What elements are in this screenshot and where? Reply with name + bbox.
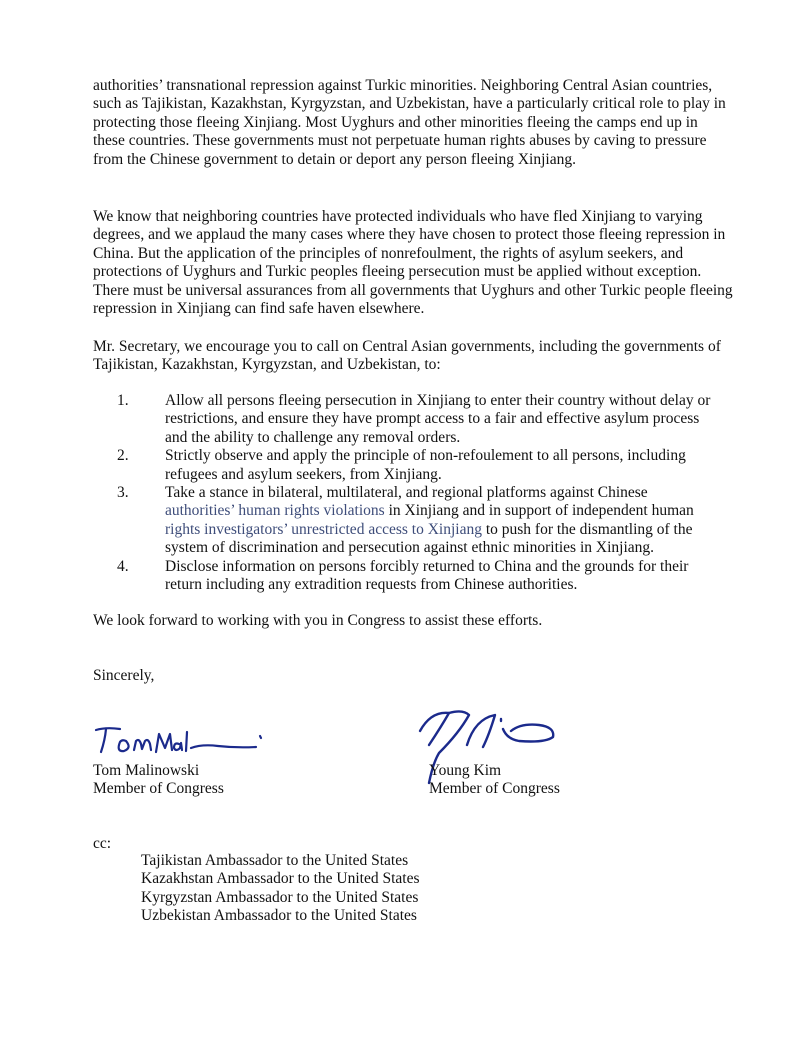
cc-label: cc: [93, 835, 112, 852]
request-text: to push for the dismantling of the system of discrimination and persecution against ethnic minorities in Xinjiang. [165, 520, 693, 557]
paragraph-transnational-repression: authorities’ transnational repression against Turkic minorities. Neighboring Central Asian countries, such as Tajikistan, Kazakhstan, Kyrgyzstan, and Uzbekistan, have a particularly critical role to play in protecting those fleeing Xinjiang. Most Uyghurs and other minorities fleeing the camps end up in these countries. These governments must not perpetuate human rights abuses by caving to pressure from the Chinese government to detain or deport any person fleeing Xinjiang. [93, 77, 726, 168]
signer-title-kim: Member of Congress [429, 780, 560, 797]
request-list [0, 392, 808, 594]
signer-title-malinowski: Member of Congress [93, 780, 224, 797]
paragraph-request-intro: Mr. Secretary, we encourage you to call on Central Asian governments, including the governments of Tajikistan, Kazakhstan, Kyrgyzstan, and Uzbekistan, to: [93, 338, 721, 374]
cc-recipient: Kazakhstan Ambassador to the United States [141, 870, 420, 888]
cc-recipient: Uzbekistan Ambassador to the United States [141, 907, 417, 925]
request-number: 3. [117, 484, 129, 502]
request-number: 2. [117, 447, 129, 465]
signature-malinowski [90, 722, 270, 762]
request-item-2 [0, 447, 715, 484]
request-number: 1. [117, 392, 129, 409]
request-text-highlight: rights investigators’ unrestricted access to Xinjiang [165, 520, 482, 538]
request-text: Disclose information on persons forcibly returned to China and the grounds for their return including any extradition requests from Chinese authorities. [165, 557, 689, 594]
request-text: in Xinjiang and in support of independent human [384, 502, 694, 520]
cc-recipient: Kyrgyzstan Ambassador to the United States [141, 888, 419, 906]
signer-name-kim: Young Kim [429, 762, 502, 779]
cc-recipient: Tajikistan Ambassador to the United States [141, 852, 409, 869]
request-text: Strictly observe and apply the principle of non-refoulement to all persons, including refugees and asylum seekers, from Xinjiang. [165, 447, 686, 483]
request-number: 4. [117, 557, 129, 575]
request-text: Take a stance in bilateral, multilateral, and regional platforms against Chinese [165, 484, 648, 502]
paragraph-safe-haven: We know that neighboring countries have protected individuals who have fled Xinjiang to varying degrees, and we applaud the many cases where they have chosen to protect those fleeing repression in China. But the application of the principles of nonrefoulment, the rights of asylum seekers, and protections of Uyghurs and Turkic peoples fleeing persecution must be applied without exception. There must be universal assurances from all governments that Uyghurs and other Turkic people fleeing repression in Xinjiang can find safe haven elsewhere. [93, 208, 733, 318]
request-item-3 [0, 484, 715, 558]
valediction: Sincerely, [93, 667, 155, 684]
request-text: Allow all persons fleeing persecution in Xinjiang to enter their country without delay or restrictions, and ensure they have prompt access to a fair and effective asylum process and the ability to challenge any removal orders. [165, 392, 711, 446]
request-item-4 [0, 558, 715, 595]
paragraph-closing: We look forward to working with you in Congress to assist these efforts. [93, 612, 543, 629]
cc-recipient-list [141, 852, 420, 926]
request-text-highlight: authorities’ human rights violations [165, 502, 385, 520]
signer-name-malinowski: Tom Malinowski [93, 762, 200, 779]
request-item-1 [0, 392, 715, 447]
